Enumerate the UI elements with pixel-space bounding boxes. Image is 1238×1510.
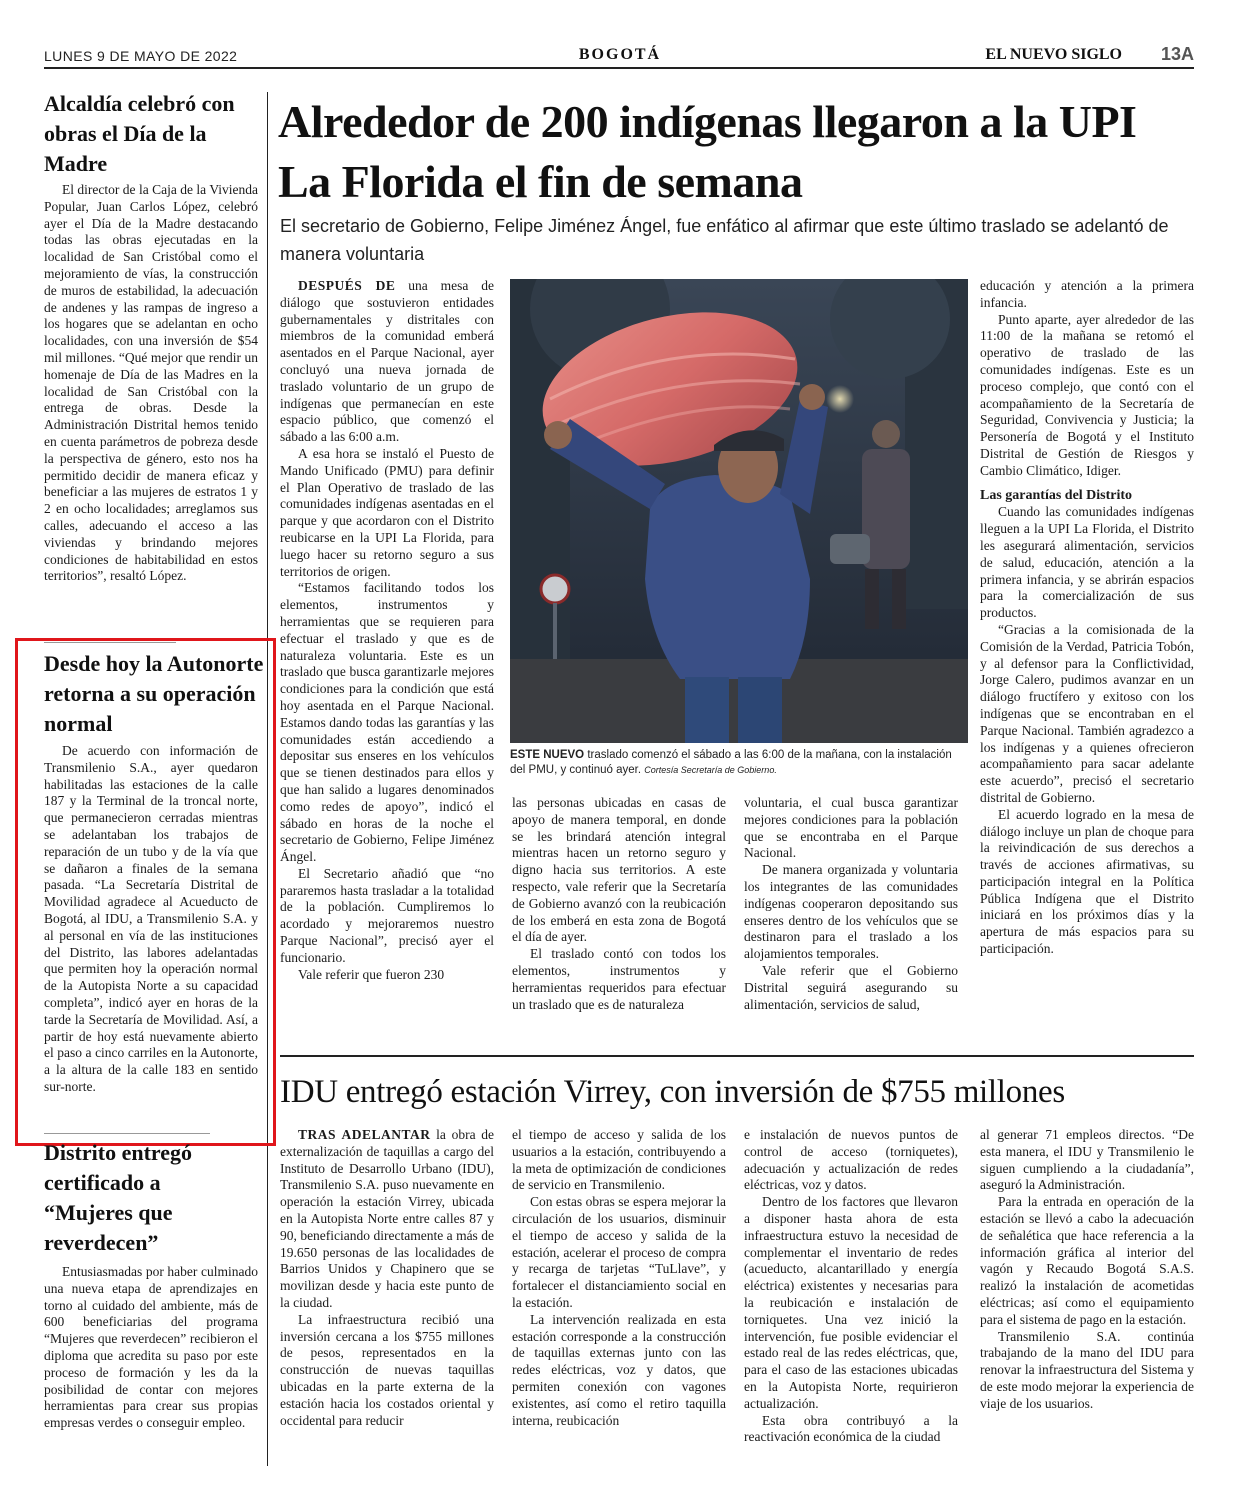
side-story-2-body: [44, 743, 258, 1096]
main-lead-in: DESPUÉS DE: [298, 278, 396, 293]
main-column-2: [512, 795, 726, 1013]
caption-lead-in: ESTE NUEVO: [510, 749, 585, 761]
idu-column-3: [744, 1127, 958, 1446]
idu-col1-paragraph-2: La infraestructura recibió una inversión cercana a los $755 millones de pesos, representados en la construcción de nuevas taquillas ubicadas en la parte externa de la estación hacia los costados oriental y occidental para reducir: [280, 1311, 494, 1428]
idu-section-rule: [280, 1055, 1194, 1057]
main-col2-paragraph-1: las personas ubicadas en casas de apoyo de manera temporal, en donde se les brindará atención integral mientras hacen un retorno seguro y digno hacia sus territorios. A este respecto, vale referir que la Secretaría de Gobierno avanzó con la reubicación de los emberá en esta zona de Bogotá el día de ayer.: [512, 795, 726, 945]
main-col1-paragraph-5: Vale referir que fueron 230: [298, 966, 445, 982]
idu-column-2: [512, 1127, 726, 1429]
idu-column-4: [980, 1127, 1194, 1413]
main-col4-paragraph-3: Cuando las comunidades indígenas lleguen a la UPI La Florida, el Distrito les asegurará alimentación, servicios de salud, educación, atención a la primera infancia, y se abrirán espacios para la comercialización de sus productos.: [980, 504, 1194, 621]
news-photo: [510, 279, 968, 743]
main-col3-paragraph-2: De manera organizada y voluntaria los integrantes de las comunidades indígenas cooperaron depositando sus enseres dentro de los vehículos que se destinaron para el traslado a los alojamientos temporales.: [744, 862, 958, 962]
main-col1-paragraph-3: “Estamos facilitando todos los elementos, instrumentos y herramientas que se requieren para efectuar el traslado y que es de naturaleza voluntaria. Este es un traslado que busca garantizarle mejores condiciones para la condición que está hoy asentada en el Parque Nacional. Estamos dando todas las garantías y las comunidades están accediendo a depositar sus enseres en los vehículos que se tienen destinados para ellos y que han salido a lugares denominados como redes de apoyo”, indicó el sábado en horas de la noche el secretario de Gobierno, Felipe Jiménez Ángel.: [280, 580, 494, 865]
caption-text: traslado comenzó el sábado a las 6:00 de la mañana, con la instalación del PMU, y continuó ayer.: [510, 749, 952, 776]
side-story-1-title: Alcaldía celebró con obras el Día de la Madre: [44, 91, 235, 176]
side-story-3-paragraph: Entusiasmadas por haber culminado una nueva etapa de aprendizajes en torno al cuidado del ambiente, más de 600 beneficiarias del programa “Mujeres que reverdecen” recibieron el diploma que acredita su paso por este proceso de formación y les da la posibilidad de contar con mejores herramientas para crear sus propias empresas verdes o conseguir empleo.: [44, 1264, 258, 1431]
main-col4-paragraph-5: El acuerdo logrado en la mesa de diálogo incluye un plan de choque para la reivindicación de sus derechos a través de acciones afirmativas, su participación integral en la Política Pública Indígena que el Distrito iniciará en los próximos días y la apertura de más espacios para su participación.: [980, 806, 1194, 957]
idu-col3-paragraph-1: e instalación de nuevos puntos de control de acceso (torniquetes), adecuación y actualización de redes eléctricas, voz y datos.: [744, 1127, 958, 1193]
photo-caption: [510, 748, 968, 778]
main-col3-paragraph-3: Vale referir que el Gobierno Distrital seguirá asegurando su alimentación, servicios de salud,: [744, 962, 958, 1012]
idu-lead-in: TRAS ADELANTAR: [298, 1127, 431, 1142]
main-column-4: [980, 278, 1194, 958]
main-column-1: [280, 278, 494, 983]
photo-credit: Cortesía Secretaría de Gobierno.: [644, 765, 777, 775]
idu-col2-paragraph-1: el tiempo de acceso y salida de los usuarios a la estación, contribuyendo a la meta de optimización de condiciones de servicio en Transmilenio.: [512, 1127, 726, 1193]
main-col4-subhead: Las garantías del Distrito: [980, 487, 1133, 503]
side-story-2-paragraph: De acuerdo con información de Transmilenio S.A., ayer quedaron habilitadas las estaciones de la calle 187 y la Terminal de la troncal norte, que permanecieron cerradas mientras se adelantaban los trabajos de reparación de un tubo y de la vía que se dañaron a finales de la semana pasada. “La Secretaría Distrital de Movilidad agradece al Acueducto de Bogotá, al IDU, a Transmilenio S.A. y al personal en vía de las instituciones del Distrito, las labores adelantadas que permiten hoy la operación normal de la Autopista Norte a su capacidad completa”, indicó ayer en horas de la tarde la Secretaría de Movilidad. Así, a partir de hoy está nuevamente abierto el paso a cinco carriles en la Autonorte, a la altura de la calle 183 en sentido sur-norte.: [44, 743, 258, 1094]
idu-col3-paragraph-3: Esta obra contribuyó a la reactivación económica de la ciudad: [744, 1412, 958, 1445]
main-col2-paragraph-2: El traslado contó con todos los elementos, instrumentos y herramientas requeridos para efectuar un traslado que es de naturaleza: [512, 946, 726, 1012]
main-col4-paragraph-4: “Gracias a la comisionada de la Comisión de la Verdad, Patricia Tobón, y al defensor para la Conflictividad, Jorge Calero, pudimos avanzar en un diálogo fructífero y exitoso con los indígenas que se encontraban en el Parque Nacional. También agradezco a los indígenas y a quienes ofrecieron acompañamiento para sacar adelante este acuerdo”, precisó el secretario distrital de Gobierno.: [980, 621, 1194, 805]
side-story-3-body: [44, 1264, 258, 1432]
main-subtitle: El secretario de Gobierno, Felipe Jiménez Ángel, fue enfático al afirmar que este último traslado se adelantó de manera voluntaria: [280, 216, 1169, 264]
idu-col2-paragraph-3: La intervención realizada en esta estación corresponde a la construcción de taquillas externas junto con las redes eléctricas, voz y datos, que permiten conexión con vagones existentes, así como el retiro taquilla interna, reubicación: [512, 1311, 726, 1428]
main-headline: Alrededor de 200 indígenas llegaron a la UPI La Florida el fin de semana: [278, 96, 1137, 207]
main-column-3: [744, 795, 958, 1013]
side-divider-1: [44, 642, 176, 643]
main-col1-paragraph-1: DESPUÉS DE una mesa de diálogo que sostuvieron entidades gubernamentales y distritales con miembros de la comunidad emberá asentados en el Parque Nacional, ayer concluyó una nueva jornada de traslado voluntario de un grupo de indígenas que permanecían en este espacio público, que comenzó el sábado a las 6:00 a.m.: [280, 278, 494, 445]
side-story-2-title: Desde hoy la Autonorte retorna a su operación normal: [44, 651, 264, 736]
side-story-1-body: [44, 182, 258, 585]
main-col4-paragraph-2: Punto aparte, ayer alrededor de las 11:00 de la mañana se retomó el operativo de traslado de las comunidades indígenas. Este es un proceso complejo, que contó con el acompañamiento de la Secretaría de Seguridad, Convivencia y Justicia; la Personería de Bogotá y el Instituto Distrital de Gestión de Riesgos y Cambio Climático, Idiger.: [980, 311, 1194, 478]
left-column-divider: [267, 92, 268, 1466]
idu-col4-paragraph-3: Transmilenio S.A. continúa trabajando de la mano del IDU para renovar la infraestructura del Sistema y de este modo mejorar la experiencia de viaje de los usuarios.: [980, 1328, 1194, 1411]
idu-headline: IDU entregó estación Virrey, con inversión de $755 millones: [280, 1074, 1065, 1110]
header-date: LUNES 9 DE MAYO DE 2022: [44, 48, 238, 64]
header-rule: [44, 67, 1194, 69]
main-col1-paragraph-2: A esa hora se instaló el Puesto de Mando Unificado (PMU) para definir el Plan Operativo de traslado de las comunidades indígenas asentadas en el parque y que acordaron con el Distrito reubicarse en la UPI La Florida, para luego hacer su retorno seguro a sus territorios de origen.: [280, 445, 494, 579]
header-section: BOGOTÁ: [578, 46, 662, 63]
side-story-3-title: Distrito entregó certificado a “Mujeres que reverdecen”: [44, 1140, 193, 1255]
side-divider-2: [44, 1133, 210, 1134]
idu-col1-paragraph-1: TRAS ADELANTAR la obra de externalización de taquillas a cargo del Instituto de Desarrollo Urbano (IDU), Transmilenio S.A. puso nuevamente en operación la estación Virrey, ubicada en la Autopista Norte entre calles 87 y 90, beneficiando directamente a más de 19.650 personas de las localidades de Barrios Unidos y Chapinero que se movilizan desde y hacia este punto de la ciudad.: [280, 1127, 494, 1310]
newspaper-name: EL NUEVO SIGLO: [985, 46, 1122, 63]
idu-col3-paragraph-2: Dentro de los factores que llevaron a disponer hasta ahora de esta infraestructura estuvo la necesidad de complementar el inventario de redes (acueducto, alcantarillado y energía eléctrica) existentes y necesarias para la reubicación e instalación de torniquetes. Una vez inició la intervención, fue posible evidenciar el estado real de las redes eléctricas, que, para el caso de las estaciones ubicadas en la Autopista Norte, requirieron actualización.: [744, 1194, 958, 1411]
main-col3-paragraph-1: voluntaria, el cual busca garantizar mejores condiciones para la población que se encontraba en el Parque Nacional.: [744, 795, 958, 861]
side-story-1-paragraph: El director de la Caja de la Vivienda Popular, Juan Carlos López, celebró ayer el Día de la Madre destacando todas las obras ejecutadas en la localidad de San Cristóbal como el mejoramiento de vías, la construcción de muros de estabilidad, la adecuación de andenes y las rampas de ingreso a los hogares que se adelantan en ocho localidades, con una inversión de $54 mil millones. “Qué mejor que rendir un homenaje de Día de las Madres en la localidad de San Cristóbal con la entrega de obras. Desde la Administración Distrital hemos tenido en cuenta parámetros de pobreza desde la perspectiva de género, esto nos ha permitido decidir de manera eficaz y beneficiar a las mujeres de estratos 1 y 2 en ocho localidades; arreglamos sus calles, adecuando el acceso a las viviendas y brindando mejores condiciones de habitabilidad en estos territorios”, resaltó López.: [44, 182, 258, 584]
main-col1-paragraph-4: El Secretario añadió que “no pararemos hasta trasladar a la totalidad de la población. Cumpliremos lo acordado y mejoraremos nuestro Parque Nacional”, precisó ayer el funcionario.: [280, 865, 494, 965]
photo-illustration: [510, 279, 968, 743]
page-number: 13A: [1160, 44, 1194, 64]
main-col4-paragraph-1: educación y atención a la primera infancia.: [980, 278, 1194, 310]
idu-column-1: [280, 1127, 494, 1429]
idu-col2-paragraph-2: Con estas obras se espera mejorar la circulación de los usuarios, disminuir el tiempo de acceso y salida de la estación, acelerar el proceso de compra y recarga de tarjetas “TuLlave”, y fortalecer el distanciamiento social en la estación.: [512, 1194, 726, 1310]
idu-col4-paragraph-1: al generar 71 empleos directos. “De esta manera, el IDU y Transmilenio le siguen cumpliendo a la ciudadanía”, aseguró la Administración.: [980, 1127, 1194, 1193]
idu-col4-paragraph-2: Para la entrada en operación de la estación se llevó a cabo la adecuación de señalética que hace referencia a la información gráfica al interior del vagón y Recaudo Bogotá S.A.S. realizó la instalación de acometidas eléctricas; así como el equipamiento para el sistema de pago en la estación.: [980, 1194, 1194, 1327]
